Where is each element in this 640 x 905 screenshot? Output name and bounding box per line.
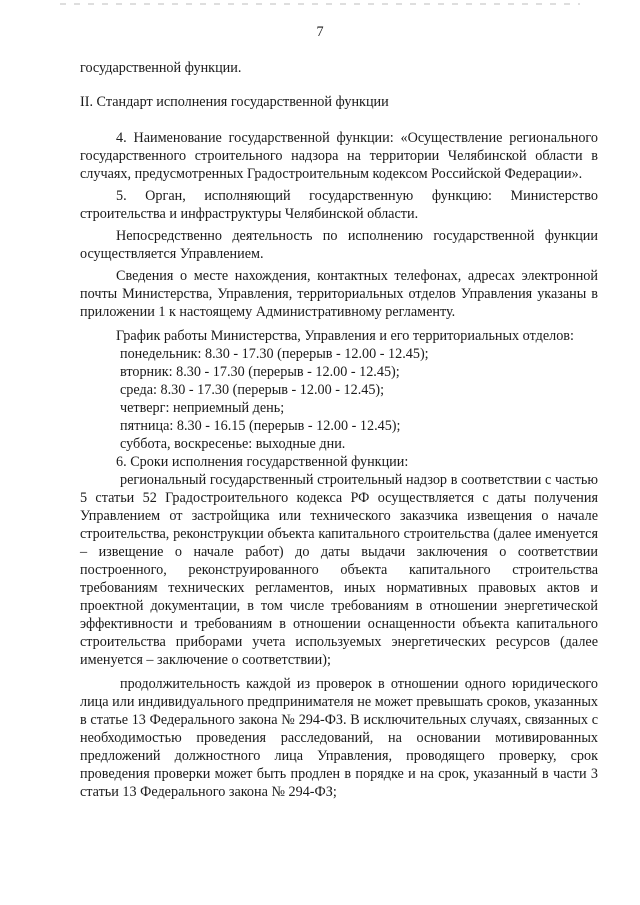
paragraph-direct-activity: Непосредственно деятельность по исполнению государственной функции осуществляется Управлением. xyxy=(80,228,598,262)
paragraph-6-inspection-duration: продолжительность каждой из проверок в отношении одного юридического лица или индивидуального предпринимателя не может превышать сроков, указанных в статье 13 Федерального закона № 294-ФЗ. В исключительных случаях, связанных с необходимостью проведения расследований, на основании мотивированных предложений должностного лица Управления, проводящего проверку, срок проведения проверки может быть продлен в порядке и на срок, указанный в части 3 статьи 13 Федерального закона № 294-ФЗ; xyxy=(80,676,598,800)
paragraph-6: 6. Сроки исполнения государственной функции: xyxy=(116,454,409,470)
schedule-item-friday: пятница: 8.30 - 16.15 (перерыв - 12.00 - 12.45); xyxy=(120,418,401,434)
paragraph-6-supervision-period: региональный государственный строительный надзор в соответствии с частью 5 статьи 52 Градостроительного кодекса РФ осуществляется с даты получения Управлением от застройщика или технического заказчика извещения о начале строительства, реконструкции объекта капитального строительства (далее именуется – извещение о начале работ) до даты выдачи заключения о соответствии построенного, реконструированного объекта капитального строительства требованиям технических регламентов, иных нормативных правовых актов и проектной документации, в том числе требованиям в отношении энергетической эффективности и требованиям в отношении оснащенности объекта капитального строительства приборами учета используемых энергетических ресурсов (далее именуется – заключение о соответствии); xyxy=(80,472,598,668)
lead-line: государственной функции. xyxy=(80,60,242,76)
document-body xyxy=(80,59,598,801)
schedule-list xyxy=(80,345,598,453)
page-number: 7 xyxy=(316,24,324,40)
schedule-item-thursday: четверг: неприемный день; xyxy=(120,400,285,416)
paragraph-contact-info: Сведения о месте нахождения, контактных телефонах, адресах электронной почты Министерства, Управления, территориальных отделов Управления указаны в приложении 1 к настоящему Административному регламенту. xyxy=(80,268,598,320)
schedule-item-monday: понедельник: 8.30 - 17.30 (перерыв - 12.00 - 12.45); xyxy=(120,346,429,362)
paragraph-schedule-title: График работы Министерства, Управления и его территориальных отделов: xyxy=(116,328,574,344)
schedule-item-wednesday: среда: 8.30 - 17.30 (перерыв - 12.00 - 12.45); xyxy=(120,382,385,398)
paragraph-5: 5. Орган, исполняющий государственную функцию: Министерство строительства и инфраструктуры Челябинской области. xyxy=(80,188,598,222)
scan-artifact-line xyxy=(60,3,580,5)
schedule-item-tuesday: вторник: 8.30 - 17.30 (перерыв - 12.00 - 12.45); xyxy=(120,364,400,380)
paragraph-4: 4. Наименование государственной функции: «Осуществление регионального государственного строительного надзора на территории Челябинской области в случаях, предусмотренных Градостроительным кодексом Российской Федерации». xyxy=(80,130,598,182)
schedule-item-weekend: суббота, воскресенье: выходные дни. xyxy=(120,436,346,452)
section-heading: II. Стандарт исполнения государственной функции xyxy=(80,94,389,110)
